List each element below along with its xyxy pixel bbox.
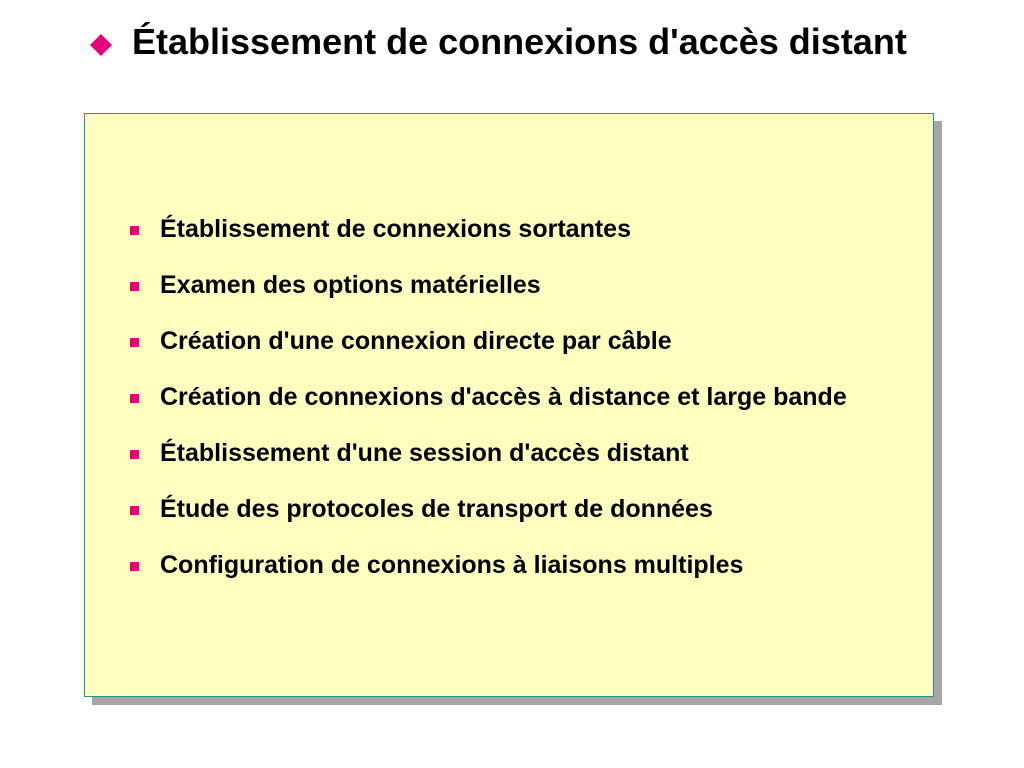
bullet-text: Étude des protocoles de transport de données <box>160 495 713 523</box>
bullet-item <box>128 492 908 526</box>
bullet-item <box>128 548 908 582</box>
square-bullet-icon <box>130 282 139 291</box>
square-bullet-icon <box>130 394 139 403</box>
bullet-item <box>128 268 908 302</box>
bullet-text: Examen des options matérielles <box>160 271 541 299</box>
diamond-bullet-icon <box>90 34 112 56</box>
square-bullet-icon <box>130 450 139 459</box>
bullet-text: Création d'une connexion directe par câble <box>160 327 672 355</box>
slide-title: Établissement de connexions d'accès distant <box>132 21 907 62</box>
bullet-item <box>128 212 908 246</box>
bullet-text: Établissement d'une session d'accès distant <box>160 439 689 467</box>
bullet-text: Configuration de connexions à liaisons multiples <box>160 551 744 579</box>
bullet-text: Établissement de connexions sortantes <box>160 215 631 243</box>
bullet-list <box>128 212 908 604</box>
square-bullet-icon <box>130 226 139 235</box>
bullet-text: Création de connexions d'accès à distance et large bande <box>160 383 847 411</box>
square-bullet-icon <box>130 506 139 515</box>
bullet-item <box>128 324 908 358</box>
bullet-item <box>128 436 908 470</box>
square-bullet-icon <box>130 562 139 571</box>
bullet-item <box>128 380 908 414</box>
square-bullet-icon <box>130 338 139 347</box>
